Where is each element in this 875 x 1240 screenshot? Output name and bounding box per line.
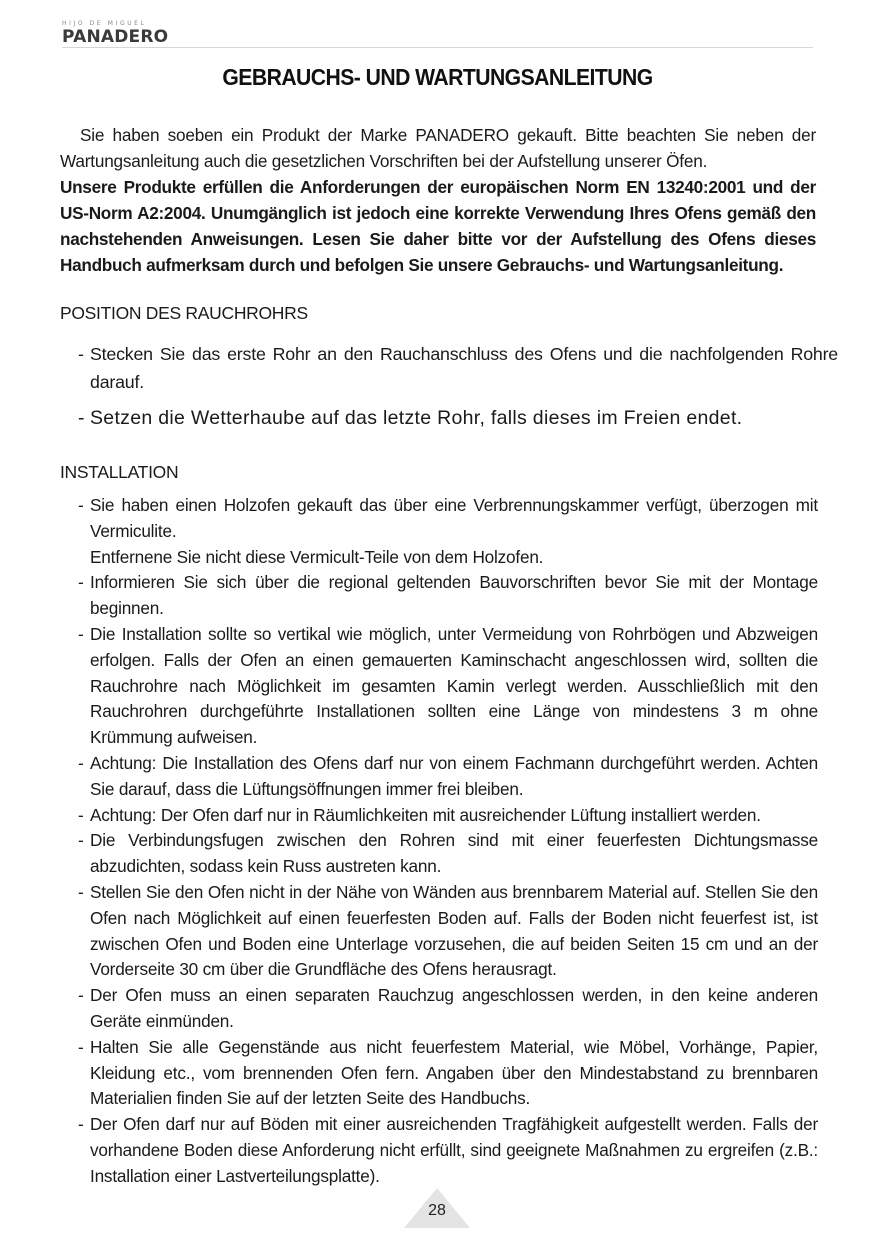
intro-paragraph [60,122,816,278]
list-item: - Sie haben einen Holzofen gekauft das über eine Verbrennungskammer verfügt, überzogen mit Vermiculite. Entfernene Sie nicht diese Vermicult-Teile von dem Holzofen. [78,495,818,567]
brand-tagline: HIJO DE MIGUEL [62,20,147,27]
brand-logo [62,20,172,46]
page-title: GEBRAUCHS- UND WARTUNGSANLEITUNG [222,64,653,90]
header-divider [62,47,813,48]
list-item: - Informieren Sie sich über die regional geltenden Bauvorschriften bevor Sie mit der Montage beginnen. [78,572,818,619]
list-item: - Der Ofen muss an einen separaten Rauchzug angeschlossen werden, in den keine anderen Geräte einmünden. [78,985,818,1031]
list-item: - Halten Sie alle Gegenstände aus nicht feuerfestem Material, wie Möbel, Vorhänge, Papier, Kleidung etc., vom brennenden Ofen fern. Angaben über den Mindestabstand zu brennbaren Materialien finden Sie auf der letzten Seite des Handbuchs. [78,1036,818,1109]
list-item: - Stellen Sie den Ofen nicht in der Nähe von Wänden aus brennbarem Material auf. Stellen Sie den Ofen nach Möglichkeit auf einen feuerfesten Boden auf. Falls der Boden nicht feuerfest ist, ist zwischen Ofen und Boden eine Unterlage vorzusehen, die auf beiden Seiten 15 cm und an der Vorderseite 30 cm über die Grundfläche des Ofens herausragt. [78,881,818,980]
list-item: - Stecken Sie das erste Rohr an den Rauchanschluss des Ofens und die nachfolgenden Rohre darauf. [78,344,838,392]
brand-name: PANADERO [62,27,169,47]
intro-bold-text: Unsere Produkte erfüllen die Anforderungen der europäischen Norm EN 13240:2001 und der US-Norm A2:2004. Unumgänglich ist jedoch eine korrekte Verwendung Ihres Ofens gemäß den nachstehenden Anweisungen. Lesen Sie daher bitte vor der Aufstellung des Ofens dieses Handbuch aufmerksam durch und befolgen Sie unsere Gebrauchs- und Wartungsanleitung. [60,177,816,275]
list-item: - Die Verbindungsfugen zwischen den Rohren sind mit einer feuerfesten Dichtungsmasse abzudichten, sodass kein Russ austreten kann. [78,830,818,877]
section-title-rauchrohr: POSITION DES RAUCHROHRS [60,303,308,323]
list-item: - Die Installation sollte so vertikal wie möglich, unter Vermeidung von Rohrbögen und Abzweigen erfolgen. Falls der Ofen an einen gemauerten Kaminschacht angeschlossen wird, sollten die Rauchrohre nach Möglichkeit im gesamten Kamin verlegt werden. Ausschließlich mit den Rauchrohren durchgeführte Installationen sollten eine Länge von mindestens 3 m ohne Krümmung aufweisen. [78,623,818,748]
section-title-installation: INSTALLATION [60,462,179,482]
installation-list [78,493,818,1190]
list-item: - Der Ofen darf nur auf Böden mit einer ausreichenden Tragfähigkeit aufgestellt werden. Falls der vorhandene Boden diese Anforderung nicht erfüllt, sind geeignete Maßnahmen zu ergreifen (z.B.: Installation einer Lastverteilungsplatte). [78,1114,818,1186]
list-item: - Achtung: Die Installation des Ofens darf nur von einem Fachmann durchgeführt werden. Achten Sie darauf, dass die Lüftungsöffnungen immer frei bleiben. [78,752,818,799]
page-number: 28 [428,1202,446,1219]
list-item: - Achtung: Der Ofen darf nur in Räumlichkeiten mit ausreichender Lüftung installiert werden. [78,804,761,825]
list-item: - Setzen die Wetterhaube auf das letzte Rohr, falls dieses im Freien endet. [78,407,743,429]
intro-text: Sie haben soeben ein Produkt der Marke PANADERO gekauft. Bitte beachten Sie neben der Wartungsanleitung auch die gesetzlichen Vorschriften bei der Aufstellung unserer Öfen. [60,125,816,171]
rauchrohr-list [78,340,838,440]
page-number-badge [404,1188,470,1228]
